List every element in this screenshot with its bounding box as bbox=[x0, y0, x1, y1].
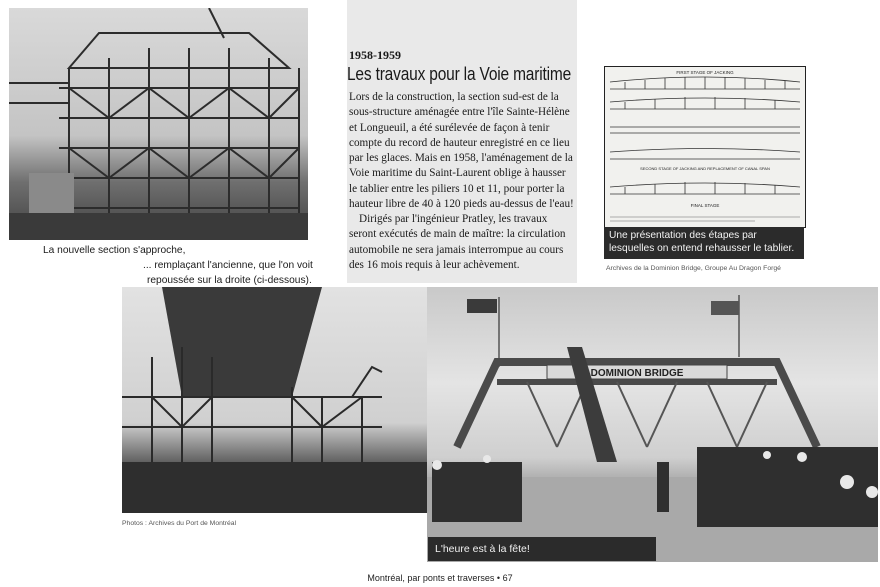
bridge-jacking-illustration bbox=[122, 287, 427, 513]
photo-bridge-ceremony bbox=[427, 287, 878, 562]
caption-line-1: La nouvelle section s'approche, bbox=[43, 245, 186, 256]
article-title: Les travaux pour la Voie maritime bbox=[347, 64, 572, 84]
flag-right bbox=[711, 301, 739, 315]
article-year: 1958-1959 bbox=[349, 48, 401, 62]
page-footer: Montréal, par ponts et traverses • 67 bbox=[367, 573, 513, 583]
credit-dominion-bridge: Archives de la Dominion Bridge, Groupe Au Dragon Forgé bbox=[606, 265, 781, 272]
credit-port-montreal: Photos : Archives du Port de Montréal bbox=[122, 520, 237, 527]
bridge-truss-illustration bbox=[9, 8, 308, 240]
diagram-drawing bbox=[605, 67, 805, 227]
caption-diagram: Une présentation des étapes par lesquelles on entend rehausser le tablier. bbox=[604, 227, 804, 259]
photo-bridge-construction bbox=[9, 8, 308, 240]
caption-line-2: ... remplaçant l'ancienne, que l'on voit bbox=[143, 260, 313, 271]
caption-party: L'heure est à la fête! bbox=[428, 537, 656, 561]
bridge-sign-text: DOMINION BRIDGE bbox=[590, 368, 684, 379]
jacking-stages-diagram bbox=[604, 66, 806, 228]
photo-bridge-jacking bbox=[122, 287, 427, 513]
diagram-label-second-stage: SECOND STAGE OF JACKING AND REPLACEMENT OF CANAL SPAN bbox=[640, 166, 770, 171]
article-paragraph-1: Lors de la construction, la section sud-est de la sous-structure aménagée entre l'île Sainte-Hélène et Longueuil, a été surélevée de façon à tenir compte du record de hauteur enregistré en ce lieu par les glaces. Mais en 1958, l'aménagement de la Voie maritime du Saint-Laurent oblige à hausser le tablier entre les piliers 10 et 11, pour porter la hauteur libre de 40 à 120 pieds au-dessus de l'eau! bbox=[349, 91, 574, 211]
bridge-ceremony-illustration bbox=[427, 287, 878, 562]
diagram-label-first-stage: FIRST STAGE OF JACKING bbox=[676, 70, 734, 75]
flag-left bbox=[467, 299, 497, 313]
caption-top-left bbox=[43, 243, 313, 288]
caption-line-3: repoussée sur la droite (ci-dessous). bbox=[147, 275, 312, 286]
article-paragraph-2: Dirigés par l'ingénieur Pratley, les travaux seront exécutés de main de maître: la circulation automobile ne sera jamais interrompue au cours des 16 mois requis à leur achèvement. bbox=[349, 213, 566, 271]
diagram-label-final-stage: FINAL STAGE bbox=[690, 203, 720, 208]
